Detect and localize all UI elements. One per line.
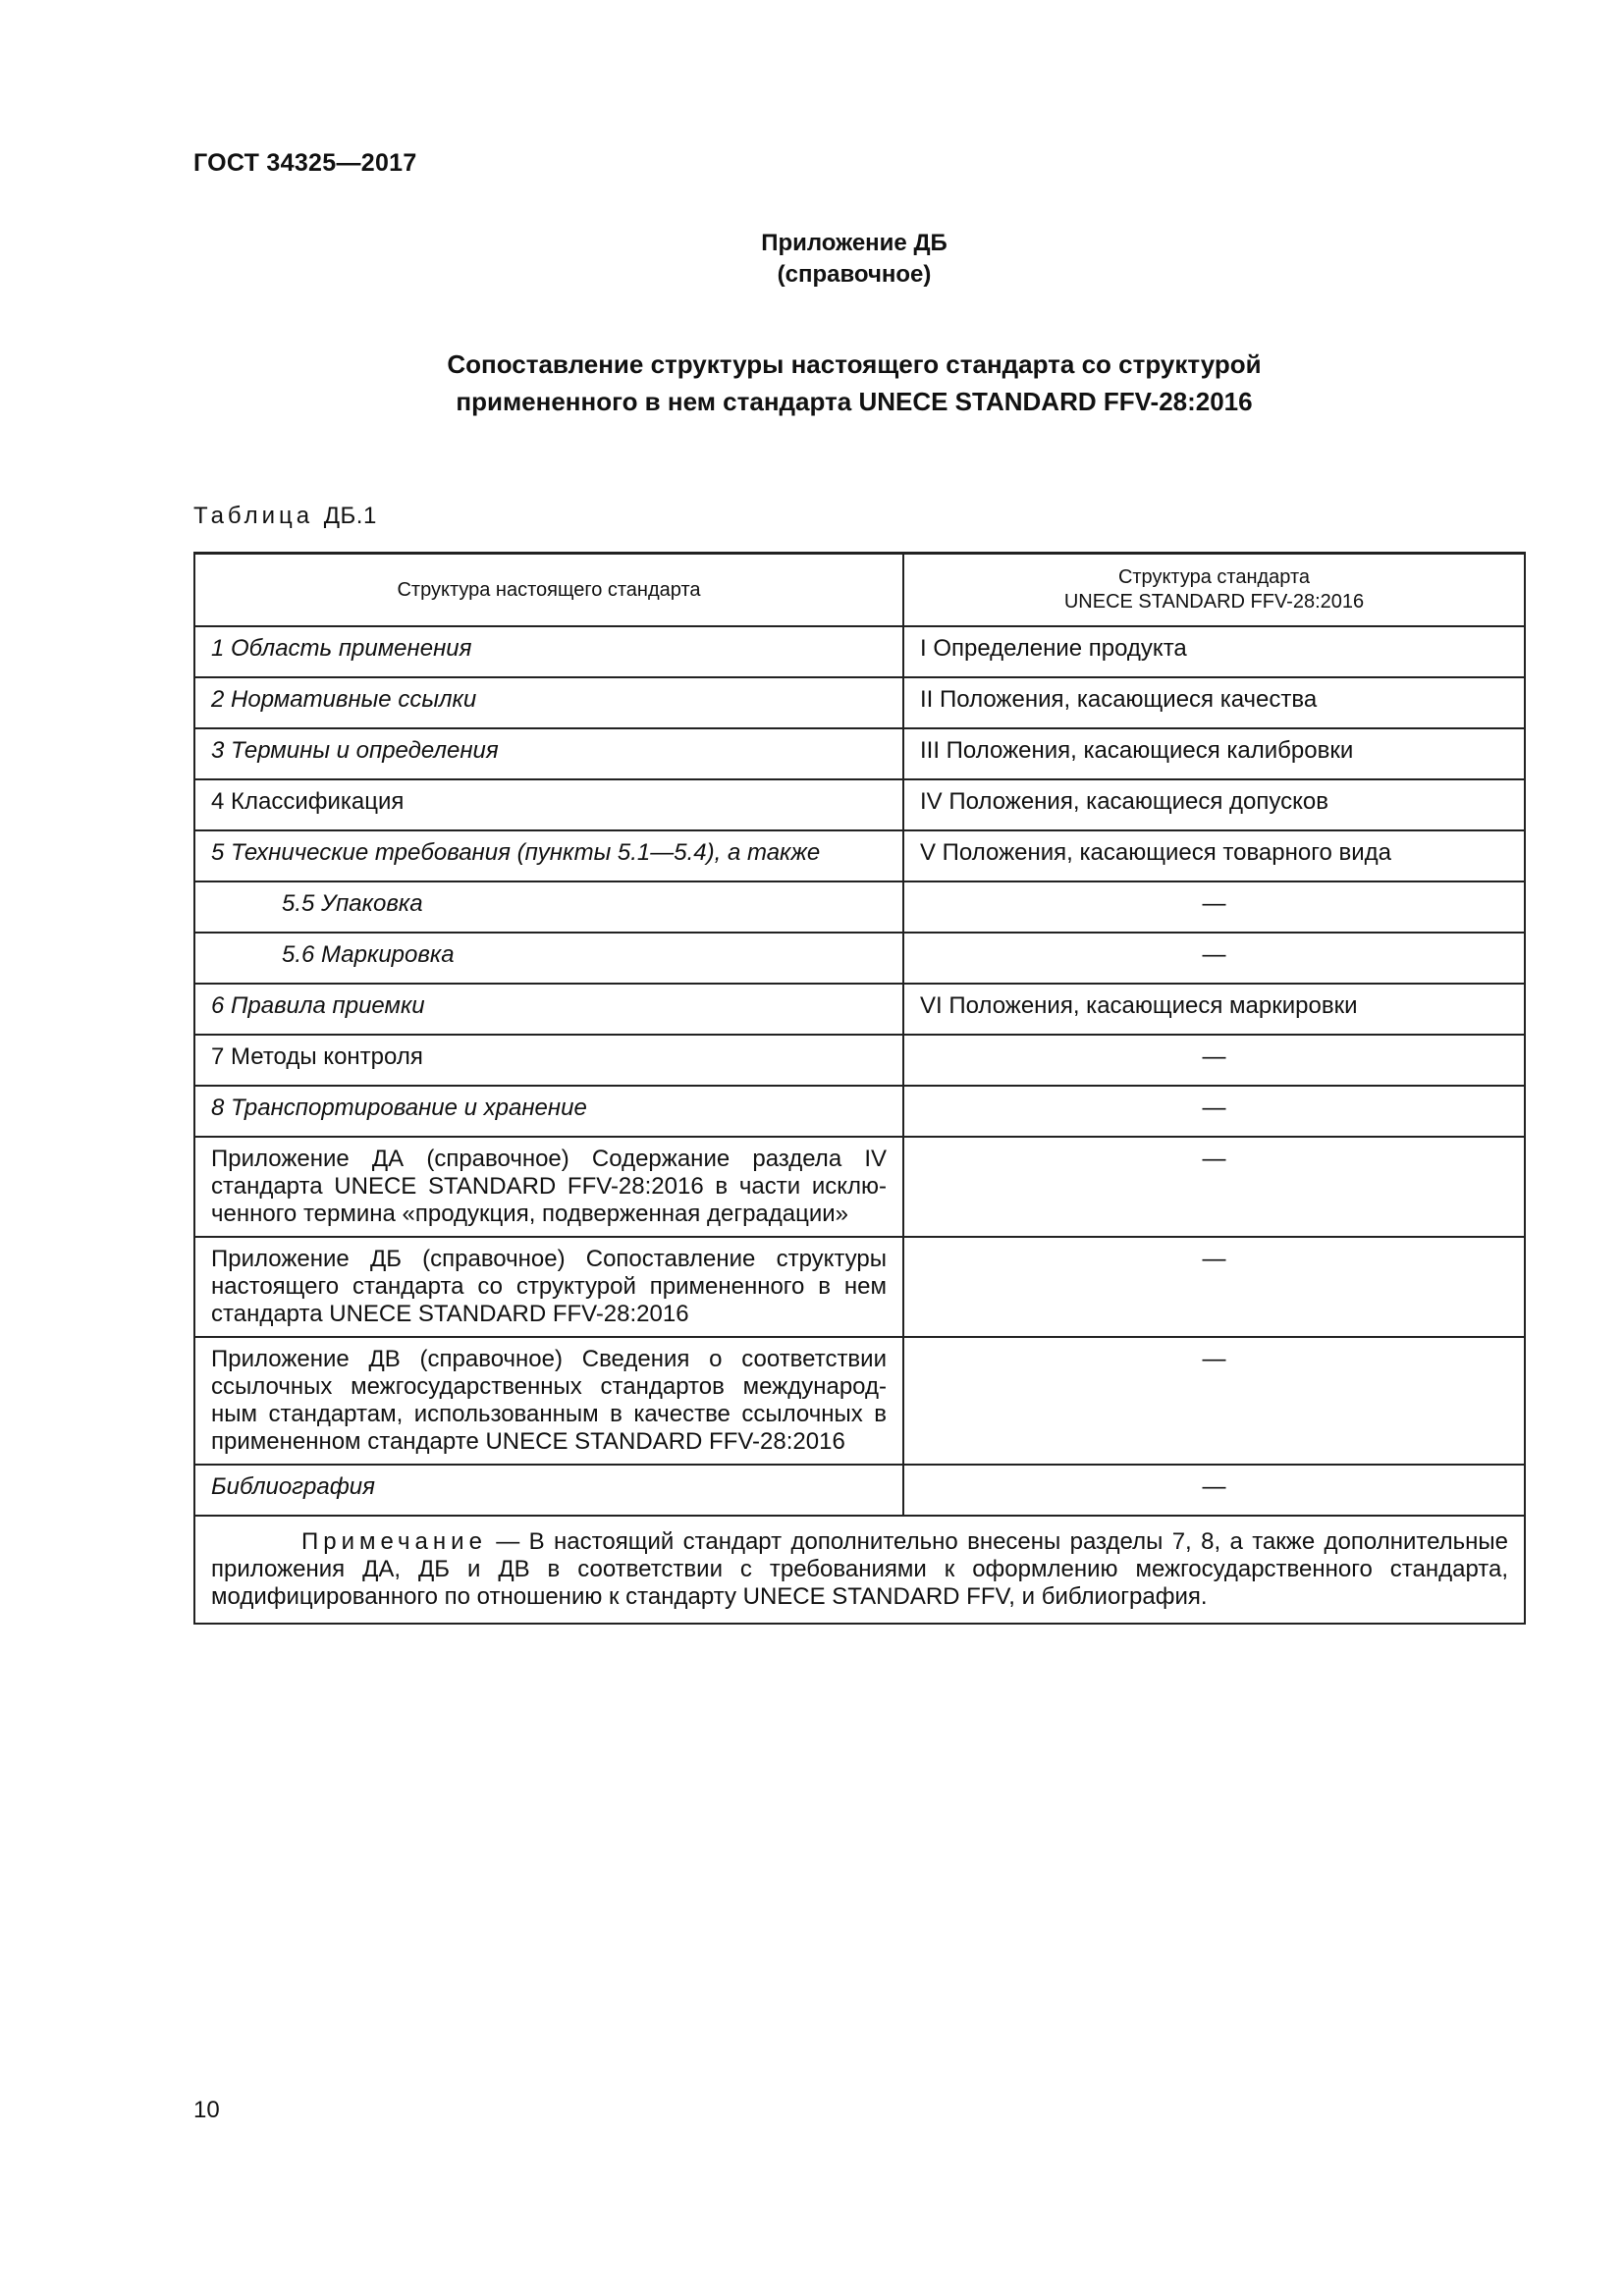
row-3-current: 3 Термины и определения [194, 728, 903, 779]
table-row [194, 984, 1525, 1035]
structure-comparison-table [193, 552, 1526, 1625]
appendix-kind: (справочное) [777, 261, 932, 288]
table-row [194, 1337, 1525, 1465]
row-10-current: 8 Транспортирование и хранение [194, 1086, 903, 1137]
table-caption [193, 503, 377, 530]
row-5-unece: V Положения, касающиеся товарного вида [903, 830, 1525, 881]
appendix-heading [0, 228, 1624, 291]
row-14-unece: — [903, 1465, 1525, 1516]
header-unece-line-2: UNECE STANDARD FFV-28:2016 [1063, 591, 1365, 613]
section-title-line-1: Сопоставление структуры настоящего стандарта со структурой [447, 349, 1262, 379]
row-4-unece: IV Положения, касающиеся допусков [903, 779, 1525, 830]
page-number: 10 [193, 2097, 220, 2123]
document-code: ГОСТ 34325—2017 [193, 149, 417, 177]
row-12-current: Приложение ДБ (справочное) Сопоставление структуры настоящего стандарта со структурой примененного в нем стандарта UNECE STANDARD FFV-28:2016 [194, 1237, 903, 1337]
appendix-title: Приложение ДБ [761, 230, 947, 256]
row-13-unece: — [903, 1337, 1525, 1465]
table-row [194, 1086, 1525, 1137]
table-caption-label: Таблица [193, 503, 314, 529]
table-row [194, 933, 1525, 984]
row-13-current: Приложение ДВ (справочное) Сведения о соответствии ссылочных межгосударственных стандартов международным стандартам, использованным в качестве ссылочных в примененном стандарте UNECE STANDARD FFV-28:2016 [194, 1337, 903, 1465]
row-6-current: 5.5 Упаковка [194, 881, 903, 933]
table-note-row [194, 1516, 1525, 1624]
header-unece-standard [903, 554, 1525, 627]
row-12-unece: — [903, 1237, 1525, 1337]
table-row [194, 677, 1525, 728]
row-11-current: Приложение ДА (справочное) Содержание раздела IV стандарта UNECE STANDARD FFV-28:2016 в части исключенного термина «продукция, подверженная деградации» [194, 1137, 903, 1237]
table-row [194, 830, 1525, 881]
note-text: — В настоящий стандарт дополнительно внесены разделы 7, 8, а также дополнительные приложения ДА, ДБ и ДВ в соответствии с требованиями к оформлению межгосударственного стандарта, модифицированного по отношению к стандарту UNECE STANDARD FFV, и библиография. [211, 1528, 1508, 1610]
row-7-current: 5.6 Маркировка [194, 933, 903, 984]
header-unece-line-1: Структура стандарта [1117, 566, 1311, 588]
table-row [194, 1035, 1525, 1086]
row-6-unece: — [903, 881, 1525, 933]
section-title-line-2: примененного в нем стандарта UNECE STANDARD FFV-28:2016 [456, 387, 1253, 416]
row-9-unece: — [903, 1035, 1525, 1086]
row-11-unece: — [903, 1137, 1525, 1237]
header-current-standard: Структура настоящего стандарта [194, 554, 903, 627]
row-3-unece: III Положения, касающиеся калибровки [903, 728, 1525, 779]
row-8-unece: VI Положения, касающиеся маркировки [903, 984, 1525, 1035]
section-title [0, 346, 1624, 420]
table-row [194, 1465, 1525, 1516]
table-row [194, 779, 1525, 830]
table-note [194, 1516, 1525, 1624]
table-row [194, 728, 1525, 779]
table-row [194, 1137, 1525, 1237]
table-row [194, 626, 1525, 677]
note-label: Примечание [301, 1528, 487, 1555]
row-14-current: Библиография [194, 1465, 903, 1516]
table-row [194, 1237, 1525, 1337]
row-4-current: 4 Классификация [194, 779, 903, 830]
table-row [194, 881, 1525, 933]
row-5-current: 5 Технические требования (пункты 5.1—5.4), а также [194, 830, 903, 881]
row-7-unece: — [903, 933, 1525, 984]
row-1-current: 1 Область применения [194, 626, 903, 677]
row-10-unece: — [903, 1086, 1525, 1137]
row-1-unece: I Определение продукта [903, 626, 1525, 677]
row-8-current: 6 Правила приемки [194, 984, 903, 1035]
table-header-row [194, 554, 1525, 627]
table-caption-number: ДБ.1 [323, 503, 377, 529]
row-2-unece: II Положения, касающиеся качества [903, 677, 1525, 728]
row-2-current: 2 Нормативные ссылки [194, 677, 903, 728]
row-9-current: 7 Методы контроля [194, 1035, 903, 1086]
